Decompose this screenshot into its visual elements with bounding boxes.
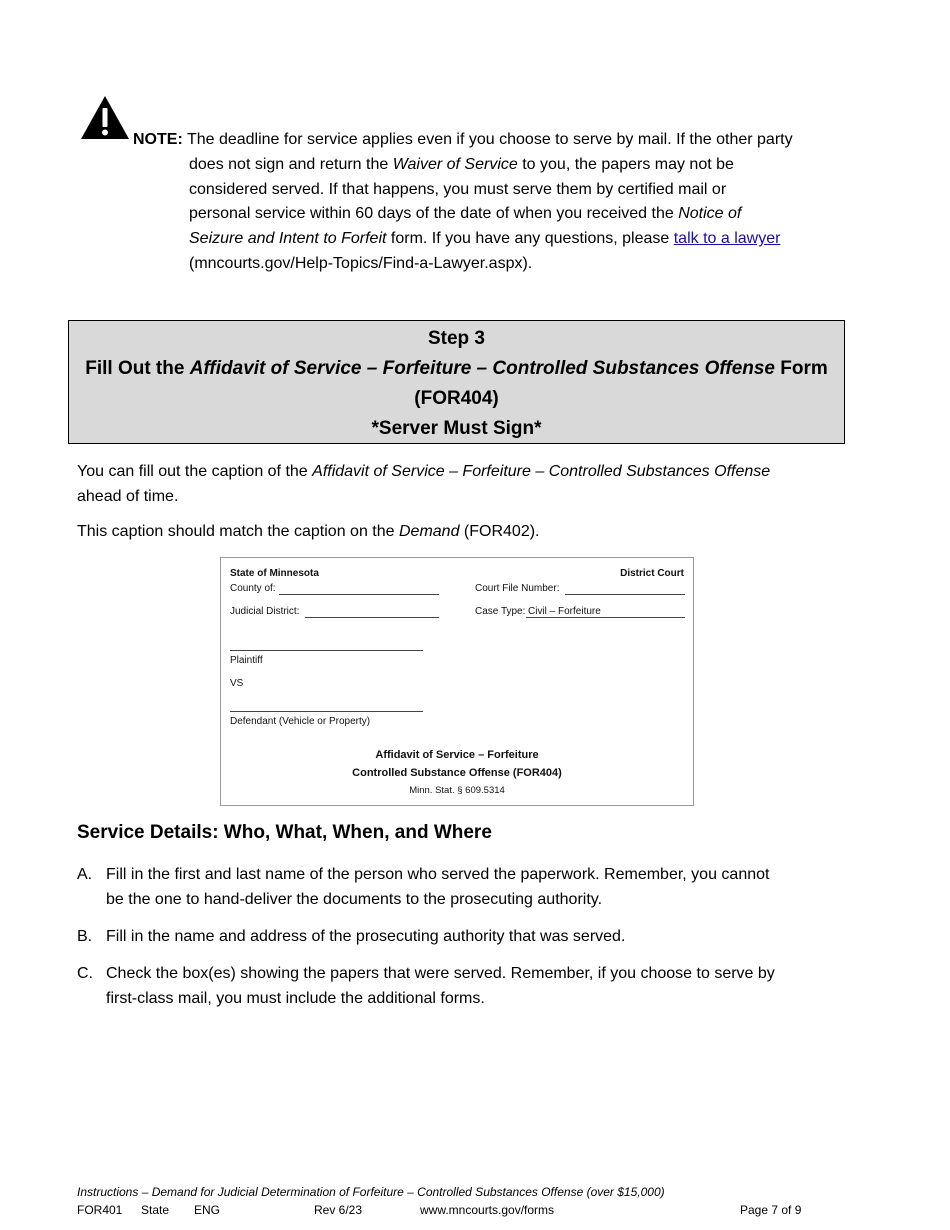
caption-defendant: Defendant (Vehicle or Property): [230, 716, 371, 727]
talk-to-lawyer-link[interactable]: talk to a lawyer: [673, 230, 781, 248]
caption-vs: VS: [230, 678, 244, 689]
service-details-heading: Service Details: Who, What, When, and Where: [77, 822, 492, 843]
caption-district: Judicial District:: [230, 606, 300, 617]
footer-info: [77, 1203, 837, 1219]
caption-plaintiff: Plaintiff: [230, 655, 263, 666]
caption-instruction: You can fill out the caption of the Affidavit of Service – Forfeiture – Controlled Substances Offense ahead of time.: [77, 463, 771, 505]
caption-court: District Court: [620, 568, 684, 579]
step-server-must-sign: *Server Must Sign*: [371, 418, 542, 439]
caption-statute: Minn. Stat. § 609.5314: [409, 785, 505, 796]
step-3-box: [68, 320, 845, 444]
caption-county: County of:: [230, 583, 276, 594]
caption-match-note: This caption should match the caption on the Demand (FOR402).: [77, 523, 540, 540]
step-form-number: (FOR404): [414, 388, 499, 409]
note-label: NOTE:: [133, 131, 183, 148]
footer-page: Page 7 of 9: [740, 1203, 802, 1217]
footer-rev: Rev 6/23: [314, 1203, 363, 1217]
caption-case-type-label: Case Type:: [475, 606, 526, 617]
footer-title: Instructions – Demand for Judicial Determination of Forfeiture – Controlled Substances Offense (over $15,000): [77, 1185, 665, 1199]
footer-lang: ENG: [194, 1203, 221, 1217]
footer-url[interactable]: www.mncourts.gov/forms: [420, 1203, 555, 1217]
footer-form: FOR401: [77, 1203, 123, 1217]
step-form-title: Fill Out the Affidavit of Service – Forfeiture – Controlled Substances Offense Form: [85, 358, 828, 379]
caption-title-2: Controlled Substance Offense (FOR404): [352, 767, 562, 779]
step-title: Step 3: [427, 328, 486, 349]
list-item: B. Fill in the name and address of the prosecuting authority that was served.: [77, 928, 626, 945]
caption-title-1: Affidavit of Service – Forfeiture: [375, 749, 539, 761]
caption-sample: [220, 557, 694, 806]
caption-state: State of Minnesota: [230, 568, 319, 579]
caption-file-number: Court File Number:: [475, 583, 560, 594]
list-item: C. Check the box(es) showing the papers that were served. Remember, if you choose to serve by first-class mail, you must include the additional forms.: [77, 965, 775, 1007]
caption-case-type-value: Civil – Forfeiture: [528, 606, 601, 617]
warning-icon: [80, 95, 130, 141]
note-paragraph: NOTE: The deadline for service applies even if you choose to serve by mail. If the other party does not sign and return the Waiver of Service to you, the papers may not be considered served. If that happens, you must serve them by certified mail or personal service within 60 days of the date of when you received the Notice of Seizure and Intent to Forfeit form. If you have any questions, please talk to a lawyer (mncourts.gov/Help-Topics/Find-a-Lawyer.aspx).: [133, 131, 793, 272]
list-item: A. Fill in the first and last name of the person who served the paperwork. Remember, you cannot be the one to hand-deliver the documents to the prosecuting authority.: [77, 866, 770, 908]
footer-state: State: [141, 1203, 170, 1217]
